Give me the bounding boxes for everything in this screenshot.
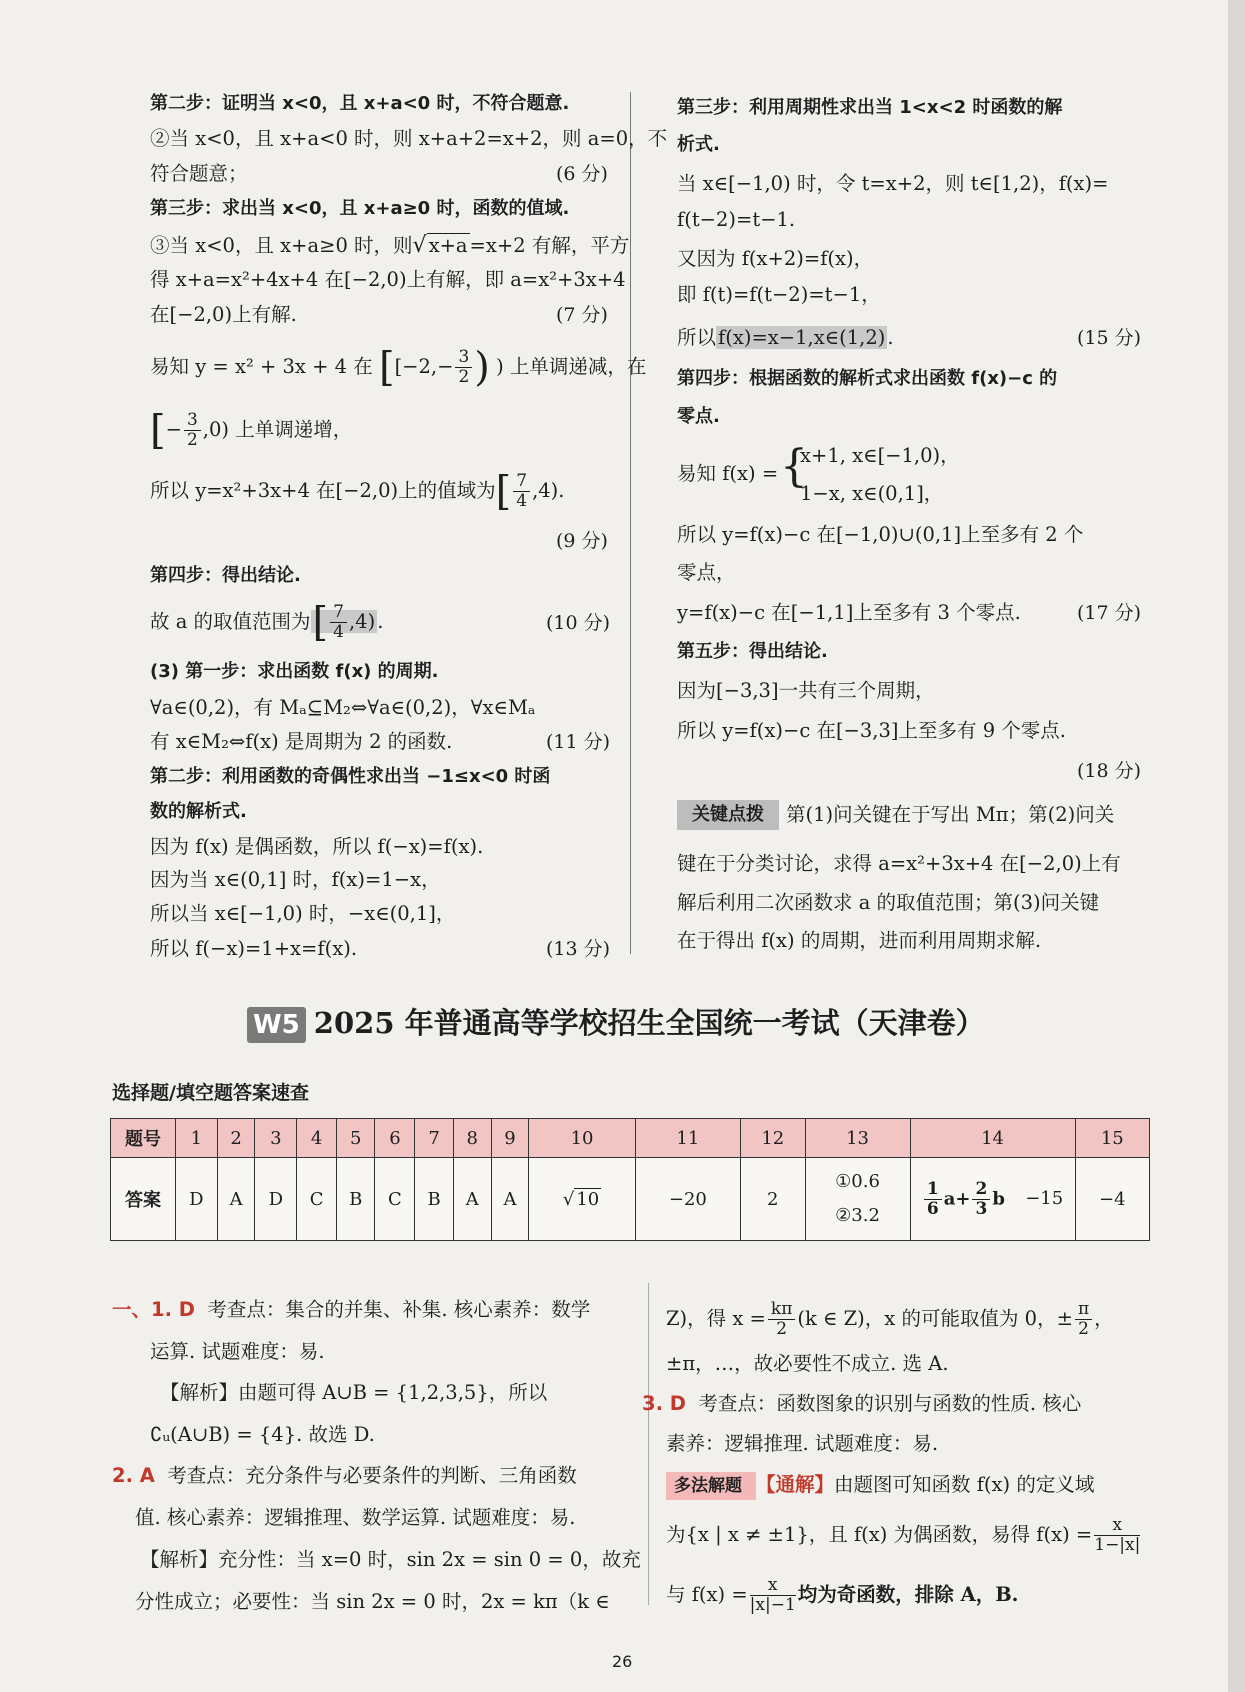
- table-cell: ①0.6 ②3.2: [805, 1158, 910, 1241]
- left-line: 符合题意；: [150, 162, 248, 185]
- table-cell: $\frac{1}{6}$ a+ $\frac{2}{3}$ b −15: [910, 1158, 1075, 1241]
- q2-line: 分性成立；必要性：当 sin 2x = 0 时，2x = kπ（k ∈: [135, 1590, 610, 1613]
- table-cell: 10: [529, 1119, 635, 1158]
- table-cell: D: [176, 1158, 218, 1241]
- table-cell: 7: [415, 1119, 453, 1158]
- q2-continued: Z)，得 x = $\frac{k\pi}{2}$ (k ∈ Z)，x 的可能取值为 0，± $\frac{\pi}{2}$ ，: [666, 1299, 1114, 1339]
- key-point-text: 在于得出 f(x) 的周期，进而利用周期求解.: [677, 929, 1042, 952]
- right-step-5-heading: 第五步：得出结论.: [677, 641, 828, 662]
- q2-line: 2. A 考查点：充分条件与必要条件的判断、三角函数: [112, 1464, 577, 1487]
- score: (9 分): [556, 530, 608, 552]
- score: (15 分): [1077, 327, 1142, 349]
- table-cell: −4: [1075, 1158, 1149, 1241]
- table-cell: 2: [741, 1158, 806, 1241]
- right-line: 所以 y=f(x)−c 在[−3,3]上至多有 9 个零点.: [677, 719, 1067, 742]
- left-line: 因为 f(x) 是偶函数，所以 f(−x)=f(x).: [150, 835, 484, 858]
- score: (17 分): [1077, 602, 1142, 624]
- table-row: [111, 1158, 1150, 1241]
- table-cell: B: [415, 1158, 453, 1241]
- q1-line: 运算. 试题难度：易.: [150, 1340, 325, 1363]
- section-badge: W5: [247, 1007, 306, 1043]
- table-cell: A: [453, 1158, 491, 1241]
- q3-line: 与 f(x) = $\frac{x}{|x|-1}$ 均为奇函数，排除 A，B.: [666, 1575, 1019, 1615]
- right-line: 所以 y=f(x)−c 在[−1,0)∪(0,1]上至多有 2 个: [677, 523, 1084, 546]
- q1-line: 一、1. D 考查点：集合的并集、补集. 核心素养：数学: [112, 1298, 591, 1321]
- key-point-text: 键在于分类讨论，求得 a=x²+3x+4 在[−2,0)上有: [677, 852, 1121, 875]
- page-number: 26: [612, 1652, 633, 1671]
- score: (13 分): [546, 938, 611, 960]
- key-point-tag: 关键点拨: [677, 800, 779, 830]
- right-line: 又因为 f(x+2)=f(x)，: [677, 247, 874, 270]
- table-cell: 13: [805, 1119, 910, 1158]
- table-cell: 2: [217, 1119, 255, 1158]
- key-point-text: 解后利用二次函数求 a 的取值范围；第(3)问关键: [677, 891, 1100, 914]
- table-row: [111, 1119, 1150, 1158]
- right-line: x+1, x∈[−1,0)，: [800, 444, 960, 467]
- left-step-2-heading: 第二步：证明当 x<0，且 x+a<0 时，不符合题意.: [150, 93, 570, 114]
- left-line: 故 a 的取值范围为[ $\frac{7}{4}$ ,4) .: [150, 599, 384, 646]
- answer-table-title: 选择题/填空题答案速查: [112, 1082, 309, 1104]
- right-line: 易知 f(x) =: [677, 462, 779, 485]
- table-cell: 9: [491, 1119, 529, 1158]
- right-line: 1−x, x∈(0,1]，: [800, 482, 944, 505]
- left-line: 所以 y=x²+3x+4 在[−2,0)上的值域为[ $\frac{7}{4}$ ,4).: [150, 468, 565, 515]
- score: (10 分): [546, 612, 611, 634]
- table-cell: 14: [910, 1119, 1075, 1158]
- right-line: y=f(x)−c 在[−1,1]上至多有 3 个零点.: [677, 601, 1021, 624]
- left-line: 所以 f(−x)=1+x=f(x).: [150, 937, 358, 960]
- table-cell: C: [297, 1158, 337, 1241]
- q3-line: 为{x | x ≠ ±1}，且 f(x) 为偶函数，易得 f(x) = $\frac{x}{1-|x|}$: [666, 1515, 1141, 1555]
- left-line: ∀a∈(0,2)，有 Mₐ⊆M₂⇔∀a∈(0,2)，∀x∈Mₐ: [150, 696, 536, 719]
- table-cell: 6: [375, 1119, 415, 1158]
- table-cell: D: [255, 1158, 297, 1241]
- right-line: 零点，: [677, 561, 736, 584]
- q1-line: ∁ᵤ(A∪B) = {4}. 故选 D.: [150, 1423, 375, 1446]
- table-cell: √ 10: [529, 1158, 635, 1241]
- brace: {: [780, 441, 808, 492]
- table-cell: B: [337, 1158, 375, 1241]
- left-line: [− $\frac{3}{2}$ ,0) 上单调递增，: [150, 407, 353, 454]
- right-step-4-heading: 第四步：根据函数的解析式求出函数 f(x)−c 的: [677, 368, 1058, 389]
- table-cell: 1: [176, 1119, 218, 1158]
- section-title: W5 2025 年普通高等学校招生全国统一考试（天津卷）: [247, 1003, 985, 1043]
- score: (6 分): [556, 163, 608, 185]
- left-step-4-heading: 第四步：得出结论.: [150, 565, 301, 586]
- left-line: 在[−2,0)上有解.: [150, 303, 297, 326]
- left-part-3-heading: (3) 第一步：求出函数 f(x) 的周期.: [150, 661, 439, 682]
- score: (7 分): [556, 304, 608, 326]
- right-line: f(t−2)=t−1.: [677, 208, 796, 231]
- score: (18 分): [1077, 760, 1142, 782]
- table-cell: 12: [741, 1119, 806, 1158]
- left-line: 所以当 x∈[−1,0) 时，−x∈(0,1]，: [150, 902, 456, 925]
- table-cell: 8: [453, 1119, 491, 1158]
- left-step-heading: 数的解析式.: [150, 801, 247, 822]
- left-line: 得 x+a=x²+4x+4 在[−2,0)上有解，即 a=x²+3x+4: [150, 268, 626, 291]
- left-line: 因为当 x∈(0,1] 时，f(x)=1−x，: [150, 868, 441, 891]
- q2-line: 值. 核心素养：逻辑推理、数学运算. 试题难度：易.: [135, 1506, 576, 1529]
- column-divider: [648, 1283, 649, 1605]
- q3-line: 多法解题 【通解】由题图可知函数 f(x) 的定义域: [666, 1470, 1094, 1500]
- table-cell: 11: [635, 1119, 740, 1158]
- table-cell: A: [491, 1158, 529, 1241]
- table-cell: 3: [255, 1119, 297, 1158]
- table-cell: C: [375, 1158, 415, 1241]
- q3-line: 素养：逻辑推理. 试题难度：易.: [666, 1432, 939, 1455]
- table-row-label: 题号: [111, 1119, 176, 1158]
- left-step-heading: 第二步：利用函数的奇偶性求出当 −1≤x<0 时函: [150, 766, 551, 787]
- table-cell: 5: [337, 1119, 375, 1158]
- right-line: 当 x∈[−1,0) 时，令 t=x+2，则 t∈[1,2)，f(x)=: [677, 172, 1109, 195]
- answer-table: [110, 1118, 1150, 1241]
- left-line: 有 x∈M₂⇔f(x) 是周期为 2 的函数.: [150, 730, 453, 753]
- right-line: 所以 f(x)=x−1,x∈(1,2) .: [677, 326, 894, 349]
- right-line: 即 f(t)=f(t−2)=t−1，: [677, 283, 881, 306]
- left-line: ②当 x<0，且 x+a<0 时，则 x+a+2=x+2，则 a=0，不: [150, 127, 668, 150]
- left-line: ③当 x<0，且 x+a≥0 时，则√ x+a =x+2 有解，平方: [150, 233, 630, 258]
- multi-method-tag: 多法解题: [666, 1472, 756, 1500]
- column-divider: [630, 92, 631, 954]
- table-cell: A: [217, 1158, 255, 1241]
- table-cell: 15: [1075, 1119, 1149, 1158]
- table-cell: 4: [297, 1119, 337, 1158]
- q2-line: 【解析】充分性：当 x=0 时，sin 2x = sin 0 = 0，故充: [140, 1548, 641, 1571]
- key-point-text: 第(1)问关键在于写出 Mπ；第(2)问关: [786, 803, 1115, 826]
- right-step-4-heading: 零点.: [677, 406, 720, 427]
- left-line: 易知 y = x² + 3x + 4 在 [[−2,− $\frac{3}{2}$ ) ) 上单调递减，在: [150, 344, 647, 391]
- right-line: 因为[−3,3]一共有三个周期，: [677, 679, 935, 702]
- right-step-3-heading: 第三步：利用周期性求出当 1<x<2 时函数的解: [677, 97, 1063, 118]
- left-step-3-heading: 第三步：求出当 x<0，且 x+a≥0 时，函数的值域.: [150, 198, 570, 219]
- table-cell: −20: [635, 1158, 740, 1241]
- table-row-label: 答案: [111, 1158, 176, 1241]
- page-edge: [1228, 0, 1245, 1692]
- score: (11 分): [546, 731, 611, 753]
- q2-continued: ±π，…，故必要性不成立. 选 A.: [666, 1352, 949, 1375]
- q1-line: 【解析】由题可得 A∪B = {1,2,3,5}，所以: [160, 1381, 548, 1404]
- right-step-3-heading: 析式.: [677, 134, 720, 155]
- q3-line: 3. D 考查点：函数图象的识别与函数的性质. 核心: [642, 1392, 1082, 1415]
